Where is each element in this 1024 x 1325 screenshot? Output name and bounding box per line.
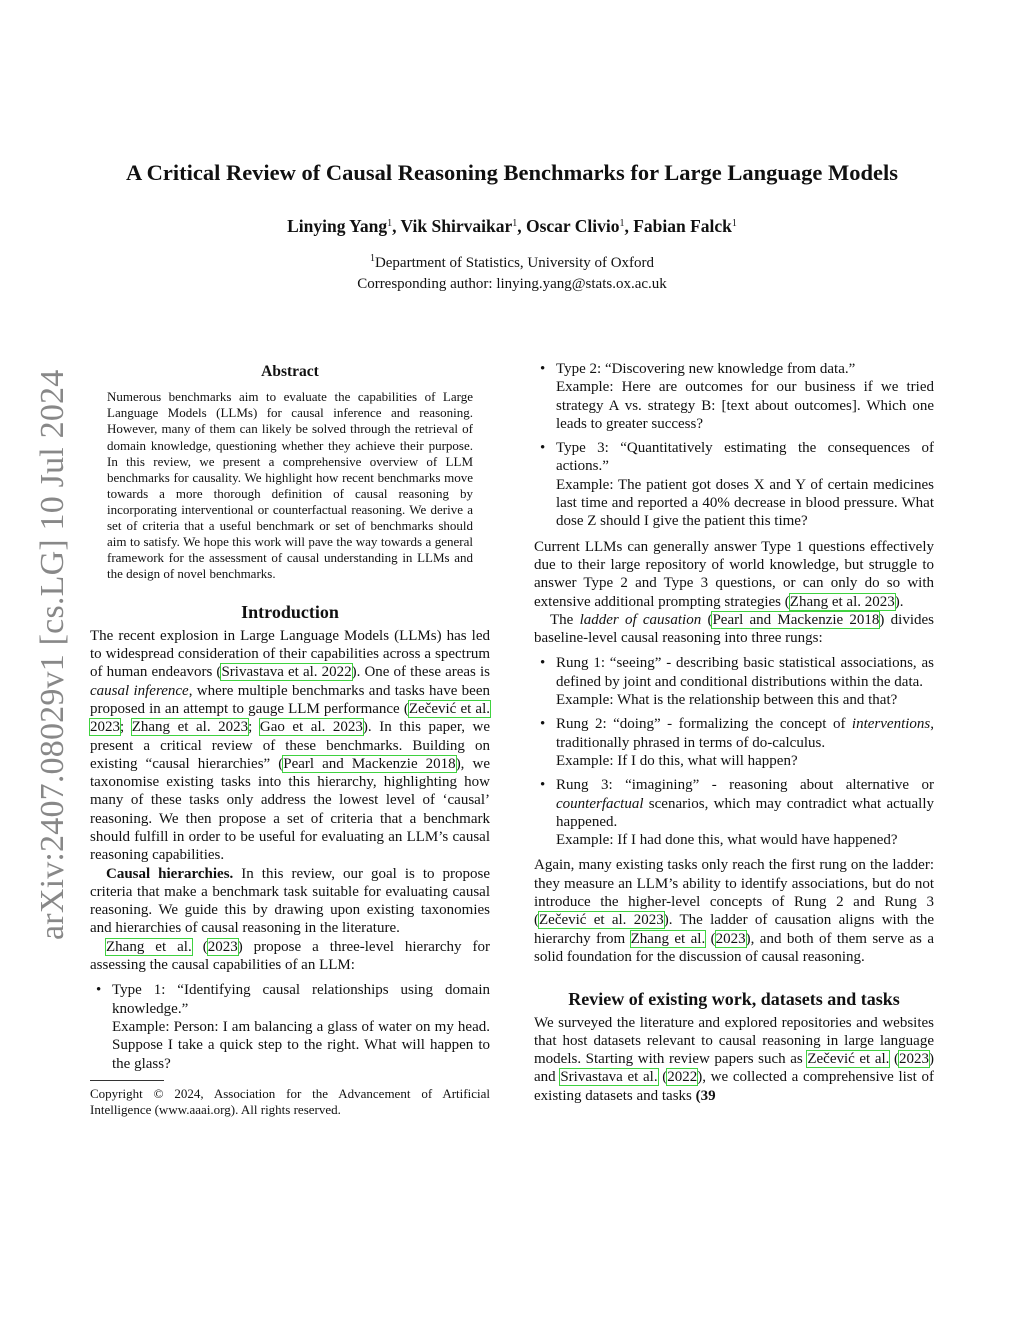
affiliation-mark: 1 <box>387 218 393 229</box>
list-item <box>534 439 934 530</box>
left-column <box>90 360 490 1119</box>
review-heading: Review of existing work, datasets and tasks <box>568 989 900 1010</box>
rung3-text <box>556 776 934 831</box>
affiliation-block <box>0 248 1024 295</box>
citation-link[interactable]: Pearl and Mackenzie 2018 <box>712 611 880 628</box>
text-run: ), and both of them serve as a solid foundation for the discussion of causal reasoning. <box>534 930 934 965</box>
type3-example: Example: The patient got doses X and Y of certain medicines last time and reported a 40% decrease in blood pressure. What dose Z should I give the patient this time? <box>556 476 934 530</box>
author-name: Oscar Clivio <box>525 216 620 236</box>
text-run: The <box>550 611 580 628</box>
text-run: ) and <box>534 1051 934 1086</box>
zhang-hierarchy-paragraph <box>90 938 490 975</box>
affiliation-mark: 1 <box>731 218 737 229</box>
emphasis: causal inference <box>90 682 189 699</box>
intro-paragraph <box>90 627 490 865</box>
citation-link[interactable]: 2022 <box>667 1069 698 1086</box>
text-run: ). In this paper, we present a critical review of these benchmarks. Building on existing “causal hierarchies” ( <box>90 719 491 772</box>
text-run: The recent explosion in Large Language Models (LLMs) has led to widespread consideration of their capabilities across a spectrum of human endeavors ( <box>90 627 490 681</box>
author-list <box>0 216 1024 237</box>
text-run: ( <box>191 938 208 955</box>
text-run: Current LLMs can generally answer Type 1 questions effectively due to their large repository of world knowledge, but struggle to answer Type 2 and Type 3 questions, or can only do so with extensive additional prompting strategies ( <box>534 538 934 610</box>
bold-text: (39 <box>695 1087 716 1104</box>
citation-link[interactable]: Srivastava et al. 2022 <box>221 664 352 681</box>
ladder-paragraph <box>534 611 934 648</box>
text-run: We surveyed the literature and explored repositories and websites that host datasets relevant to causal reasoning in large language models. Starting with review papers such as <box>534 1014 934 1068</box>
text-run: , where multiple benchmarks and tasks have been proposed in an attempt to gauge LLM performance ( <box>90 682 490 717</box>
rung2-example: Example: If I do this, what will happen? <box>556 752 798 769</box>
text-run: Rung 2: “doing” - formalizing the concept of <box>556 716 852 733</box>
introduction-heading: Introduction <box>241 602 339 623</box>
type1-example: Example: Person: I am balancing a glass of water on my head. Suppose I take a quick step to the right. What will happen to the glass? <box>112 1018 490 1072</box>
citation-link[interactable]: Gao et al. 2023 <box>259 719 363 736</box>
text-run: , traditionally phrased in terms of do-calculus. <box>556 716 934 751</box>
text-run: ), we collected a comprehensive list of existing datasets and tasks <box>534 1069 934 1104</box>
affiliation-mark: 1 <box>512 218 518 229</box>
author-separator: , <box>517 216 526 236</box>
text-run: ) propose a three-level hierarchy for assessing the causal capabilities of an LLM: <box>90 938 490 974</box>
text-run: In this review, our goal is to propose criteria that make a benchmark task suitable for evaluating causal reasoning. We guide this by drawing upon existing taxonomies and hierarchies of causal reasoning in the literature. <box>90 865 490 937</box>
text-run: ). The ladder of causation aligns with the hierarchy from <box>534 912 934 947</box>
text-run: ) divides baseline-level causal reasoning into three rungs: <box>534 611 934 647</box>
author-name: Vik Shirvaikar <box>400 216 513 236</box>
copyright-notice: Copyright © 2024, Association for the Advancement of Artificial Intelligence (www.aaai.org). All rights reserved. <box>90 1085 490 1118</box>
arxiv-side-label: arXiv:2407.08029v1 [cs.LG] 10 Jul 2024 <box>34 369 71 940</box>
citation-link[interactable]: 2023 <box>715 930 746 947</box>
type2-example: Example: Here are outcomes for our business if we tried strategy A vs. strategy B: [text about outcomes]. Which one leads to greater success? <box>556 379 934 432</box>
type-list <box>90 981 490 1072</box>
citation-link[interactable]: Zhang et al. 2023 <box>789 593 895 610</box>
text-run: scenarios, which may contradict what actually happened. <box>556 795 934 830</box>
again-paragraph <box>534 856 934 966</box>
emphasis: counterfactual <box>556 795 644 812</box>
rung1-example: Example: What is the relationship between this and that? <box>556 692 898 709</box>
author-name: Linying Yang <box>287 216 388 236</box>
abstract-text: Numerous benchmarks aim to evaluate the capabilities of Large Language Models (LLMs) for causal inference and reasoning. However, many of them can likely be solved through the retrieval of domain knowledge, questioning whether they achieve their purpose. In this review, we present a comprehensive overview of LLM benchmarks for causality. We highlight how recent benchmarks move towards a more thorough definition of causal reasoning by incorporating interventional or counterfactual reasoning. We derive a set of criteria that a useful benchmark or set of benchmarks should aim to satisfy. We hope this work will pave the way towards a general framework for the assessment of causal understanding in LLMs and the design of novel benchmarks. <box>107 389 473 582</box>
paper-title: A Critical Review of Causal Reasoning Benchmarks for Large Language Models <box>125 160 899 185</box>
rung1-text: • Rung 1: “seeing” - describing basic statistical associations, as defined by joint and conditional distributions within the data. <box>556 655 934 690</box>
corresponding-author: Corresponding author: linying.yang@stats.ox.ac.uk <box>357 276 667 292</box>
bold-text: Causal hierarchies. <box>106 865 234 882</box>
citation-link[interactable]: Zhang et al. <box>630 930 706 947</box>
footnote-rule <box>90 1080 164 1081</box>
citation-link[interactable]: Zečević et al. 2023 <box>90 700 490 736</box>
list-item <box>534 776 934 849</box>
text-run: ( <box>705 930 716 947</box>
right-column <box>534 360 934 1105</box>
author-name: Fabian Falck <box>633 216 732 236</box>
affiliation-mark: 1 <box>369 253 375 264</box>
current-llms-paragraph <box>534 538 934 611</box>
affiliation: Department of Statistics, University of Oxford <box>374 255 655 271</box>
type3-text: • Type 3: “Quantitatively estimating the consequences of actions.” <box>556 440 934 475</box>
citation-link[interactable]: Srivastava et al. <box>560 1069 658 1086</box>
citation-link[interactable]: 2023 <box>207 938 238 955</box>
author-separator: , <box>392 216 401 236</box>
type-list-continued <box>534 360 934 531</box>
rung3-example: Example: If I had done this, what would have happened? <box>556 832 898 849</box>
text-run: ), we taxonomise existing tasks into this hierarchy, highlighting how many of these tasks only address the lowest level of ‘causal’ reasoning. We then propose a set of criteria that a benchmark should fulfill in order to be useful for evaluating an LLM’s causal reasoning capabilities. <box>90 755 490 864</box>
list-item <box>90 981 490 1072</box>
citation-link[interactable]: Pearl and Mackenzie 2018 <box>283 755 456 772</box>
abstract-heading: Abstract <box>261 363 319 380</box>
citation-link[interactable]: Zečević et al. 2023 <box>539 912 664 929</box>
review-paragraph <box>534 1014 934 1105</box>
causal-hierarchies-paragraph <box>90 865 490 938</box>
text-run: Rung 3: “imagining” - reasoning about alternative or <box>556 777 934 794</box>
author-separator: , <box>624 216 634 236</box>
rung-list <box>534 654 934 849</box>
text-run: Again, many existing tasks only reach the first rung on the ladder: they measure an LLM’s ability to identify associations, but do not introduce the higher-level concepts of Rung 2 and Rung 3 ( <box>534 857 934 929</box>
list-item <box>534 715 934 770</box>
emphasis: interventions <box>851 716 931 733</box>
text-run: ; <box>120 719 132 736</box>
emphasis: ladder of causation <box>579 611 702 628</box>
text-run: ( <box>657 1069 668 1086</box>
citation-link[interactable]: Zečević et al. <box>807 1051 890 1068</box>
text-run: ). One of these areas is <box>351 664 490 681</box>
type2-text: • Type 2: “Discovering new knowledge from data.” <box>556 361 856 377</box>
affiliation-mark: 1 <box>619 218 625 229</box>
text-run: ). <box>894 593 904 610</box>
list-item <box>534 360 934 433</box>
text-run: ( <box>889 1051 899 1068</box>
text-run: ; <box>248 719 260 736</box>
list-item <box>534 654 934 709</box>
text-run: ( <box>701 611 713 628</box>
type1-text: • Type 1: “Identifying causal relationships using domain knowledge.” <box>112 982 490 1017</box>
citation-link[interactable]: Zhang et al. <box>106 938 192 955</box>
rung2-text <box>556 715 934 752</box>
citation-link[interactable]: Zhang et al. 2023 <box>131 719 249 736</box>
citation-link[interactable]: 2023 <box>898 1051 929 1068</box>
